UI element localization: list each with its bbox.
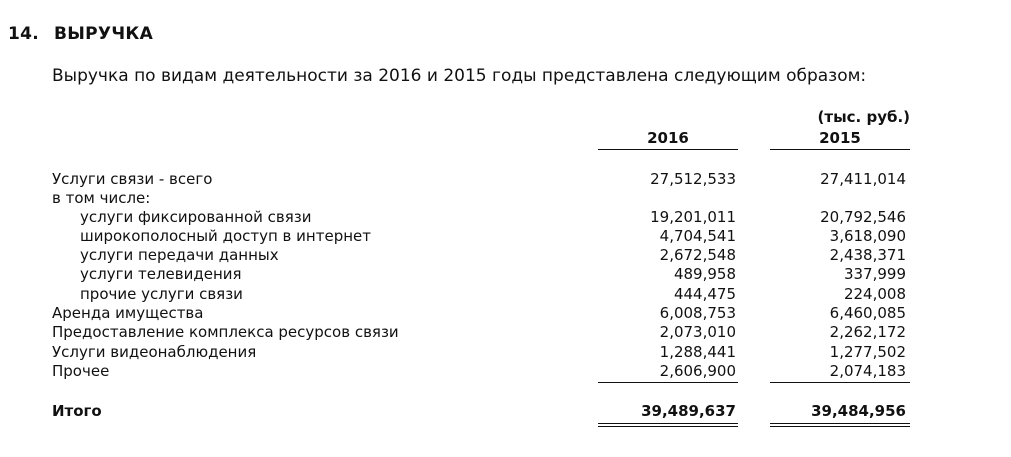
value-2016: 2,672,548 (659, 246, 736, 264)
row-label: Аренда имущества (52, 304, 204, 322)
table-row (0, 362, 1011, 381)
row-label: услуги фиксированной связи (80, 208, 312, 226)
value-2015: 3,618,090 (829, 227, 906, 245)
value-2015: 337,999 (843, 265, 906, 283)
value-2015: 2,438,371 (829, 246, 906, 264)
table-row (0, 323, 1011, 342)
value-2016: 27,512,533 (650, 170, 736, 188)
row-label: Предоставление комплекса ресурсов связи (52, 323, 399, 341)
intro-text: Выручка по видам деятельности за 2016 и 2015 годы представлена следующим образом: (52, 66, 867, 86)
table-row (0, 265, 1011, 284)
total-2016: 39,489,637 (641, 402, 736, 420)
unit-label: (тыс. руб.) (817, 108, 910, 126)
row-label: широкополосный доступ в интернет (80, 227, 371, 245)
table-row (0, 170, 1011, 189)
value-2016: 489,958 (673, 265, 736, 283)
row-label: услуги телевидения (80, 265, 242, 283)
total-label: Итого (52, 402, 102, 420)
subtotal-rule-2015 (770, 382, 910, 383)
table-row (0, 304, 1011, 323)
value-2015: 20,792,546 (820, 208, 906, 226)
table-row (0, 285, 1011, 304)
column-header-2015: 2015 (770, 129, 910, 150)
value-2016: 19,201,011 (650, 208, 736, 226)
total-2015: 39,484,956 (811, 402, 906, 420)
table-row (0, 246, 1011, 265)
table-row (0, 227, 1011, 246)
table-row (0, 208, 1011, 227)
total-double-rule-2016-top (598, 423, 738, 424)
value-2015: 1,277,502 (829, 343, 906, 361)
subtotal-rule-2016 (598, 382, 738, 383)
value-2016: 2,606,900 (659, 362, 736, 380)
value-2015: 2,074,183 (829, 362, 906, 380)
value-2016: 2,073,010 (659, 323, 736, 341)
section-title: ВЫРУЧКА (54, 24, 154, 44)
value-2016: 1,288,441 (659, 343, 736, 361)
column-header-2016: 2016 (598, 129, 738, 150)
total-double-rule-2015-bottom (770, 426, 910, 427)
value-2016: 444,475 (673, 285, 736, 303)
value-2016: 4,704,541 (659, 227, 736, 245)
row-label: Услуги видеонаблюдения (52, 343, 257, 361)
value-2016: 6,008,753 (659, 304, 736, 322)
table-row (0, 343, 1011, 362)
value-2015: 6,460,085 (829, 304, 906, 322)
row-label: услуги передачи данных (80, 246, 279, 264)
section-heading (8, 24, 153, 44)
table-row (0, 189, 1011, 208)
row-label: Услуги связи - всего (52, 170, 213, 188)
row-label: Прочее (52, 362, 110, 380)
row-label: в том числе: (52, 189, 151, 207)
value-2015: 224,008 (843, 285, 906, 303)
value-2015: 2,262,172 (829, 323, 906, 341)
total-row (0, 402, 1011, 421)
total-double-rule-2015-top (770, 423, 910, 424)
section-number: 14. (8, 24, 40, 44)
value-2015: 27,411,014 (820, 170, 906, 188)
total-double-rule-2016-bottom (598, 426, 738, 427)
row-label: прочие услуги связи (80, 285, 243, 303)
